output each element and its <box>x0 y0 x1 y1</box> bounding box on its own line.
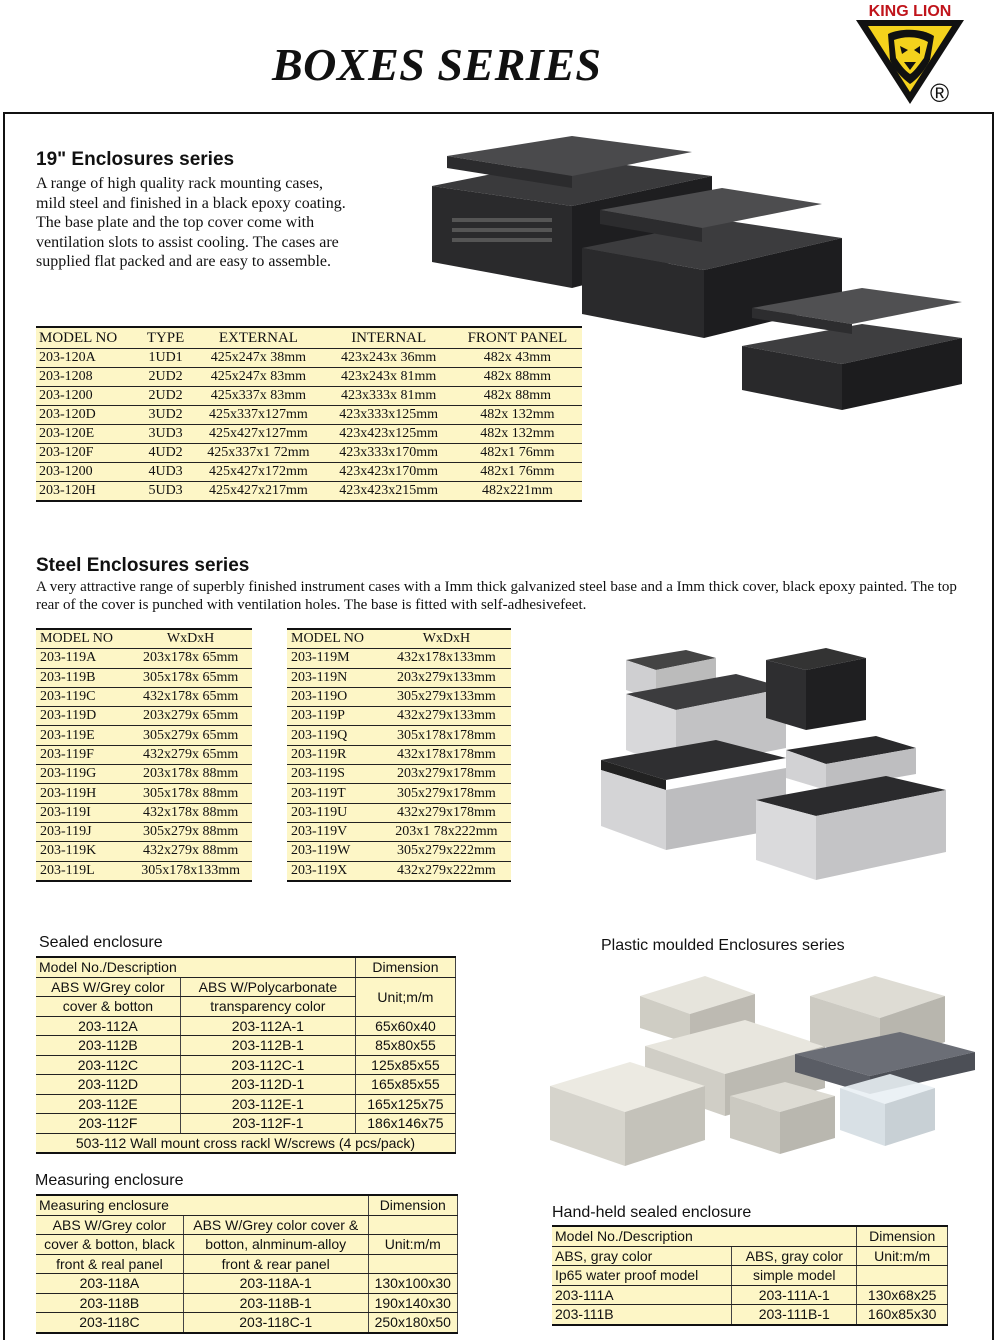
table-row <box>36 784 252 803</box>
table-row <box>36 1036 456 1056</box>
table-cell: 425x427x127mm <box>192 425 324 444</box>
table-row <box>36 707 252 726</box>
table-cell: 423x243x 81mm <box>325 368 453 387</box>
table-cell: 305x279x222mm <box>382 842 511 861</box>
table-cell: 203-119R <box>287 745 382 764</box>
table-cell: 186x146x75 <box>355 1114 455 1134</box>
column-header: Ip65 water proof model <box>552 1266 732 1286</box>
plastic-section-title: Plastic moulded Enclosures series <box>601 937 845 954</box>
table-row <box>36 444 582 463</box>
column-header: ABS W/Grey color <box>36 1215 183 1235</box>
table-cell: 5UD3 <box>139 482 192 502</box>
table-cell: 203-112D <box>36 1075 180 1095</box>
table-header-row <box>36 1235 458 1255</box>
table-cell: 203-119B <box>36 668 129 687</box>
table-cell: 425x337x127mm <box>192 406 324 425</box>
unit-label: Unit:m/m <box>857 1246 948 1266</box>
table-cell: 482x1 76mm <box>453 463 582 482</box>
table-cell: 203-119V <box>287 822 382 841</box>
rack-table <box>36 326 582 502</box>
table-cell: 203-1208 <box>36 368 139 387</box>
table-header-row <box>36 1195 458 1215</box>
measuring-table <box>36 1194 458 1334</box>
steel-enclosures-photo <box>596 640 956 890</box>
table-cell: 203x178x 88mm <box>129 765 252 784</box>
table-cell: 203-111A <box>552 1285 732 1305</box>
column-header: INTERNAL <box>325 327 453 349</box>
table-cell: 482x221mm <box>453 482 582 502</box>
table-cell: 203-119C <box>36 687 129 706</box>
table-cell: 203-112C-1 <box>180 1055 355 1075</box>
handheld-table <box>552 1225 948 1326</box>
header-dimension: Dimension <box>355 957 455 977</box>
table-row <box>287 822 511 841</box>
table-cell: 482x 88mm <box>453 368 582 387</box>
registered-mark: ® <box>930 78 950 108</box>
table-cell: 203-1200 <box>36 463 139 482</box>
table-row <box>36 482 582 502</box>
unit-label: Unit:m/m <box>368 1235 457 1255</box>
table-row <box>287 726 511 745</box>
unit-label: Unit;m/m <box>355 977 455 1016</box>
column-header: MODEL NO <box>287 629 382 649</box>
steel-description: A very attractive range of superbly finished instrument cases with a Imm thick galvanized steel base and a Imm thick cover, black epoxy painted. The top rear of the cover is punched with ventilation holes. The base is fitted with self-adhesivefeet. <box>36 579 957 613</box>
table-row <box>36 1313 458 1333</box>
table-cell: 203-111A-1 <box>732 1285 857 1305</box>
table-cell: 165x85x55 <box>355 1075 455 1095</box>
table-cell: 482x 88mm <box>453 387 582 406</box>
table-cell: 4UD2 <box>139 444 192 463</box>
table-cell: 203-118B <box>36 1293 183 1313</box>
table-row <box>287 649 511 668</box>
table-cell: 203-119W <box>287 842 382 861</box>
table-cell: 203-118C <box>36 1313 183 1333</box>
table-cell: 203-119P <box>287 707 382 726</box>
table-cell: 432x279x133mm <box>382 707 511 726</box>
table-row <box>36 745 252 764</box>
table-header-row <box>552 1266 948 1286</box>
table-row <box>36 803 252 822</box>
table-cell: 203x279x178mm <box>382 765 511 784</box>
header-description: Model No./Description <box>36 957 355 977</box>
table-cell: 203-112E <box>36 1094 180 1114</box>
table-cell: 203-112A <box>36 1016 180 1036</box>
table-cell: 130x68x25 <box>857 1285 948 1305</box>
table-header-row <box>36 1215 458 1235</box>
column-header: front & real panel <box>36 1254 183 1274</box>
table-row <box>36 668 252 687</box>
table-cell: 65x60x40 <box>355 1016 455 1036</box>
table-cell: 203-118B-1 <box>183 1293 368 1313</box>
table-row <box>36 463 582 482</box>
table-cell: 203-119A <box>36 649 129 668</box>
table-row <box>36 349 582 368</box>
table-cell: 425x247x 83mm <box>192 368 324 387</box>
table-cell: 423x423x125mm <box>325 425 453 444</box>
table-row <box>36 1293 458 1313</box>
table-cell: 203-119O <box>287 687 382 706</box>
table-cell: 305x279x 88mm <box>129 822 252 841</box>
steel-table-right <box>287 628 511 882</box>
table-row <box>552 1285 948 1305</box>
table-row <box>552 1305 948 1325</box>
table-header-row <box>36 957 456 977</box>
plastic-enclosures-photo <box>545 966 975 1166</box>
table-cell: 203x279x 65mm <box>129 707 252 726</box>
sealed-table <box>36 956 456 1154</box>
table-cell: 3UD2 <box>139 406 192 425</box>
measuring-section-title: Measuring enclosure <box>35 1172 184 1189</box>
table-cell: 432x178x 65mm <box>129 687 252 706</box>
table-cell: 203-112F <box>36 1114 180 1134</box>
table-cell: 482x 132mm <box>453 425 582 444</box>
table-cell: 203-119S <box>287 765 382 784</box>
column-header: WxDxH <box>382 629 511 649</box>
table-cell: 130x100x30 <box>368 1274 457 1294</box>
header-description: Model No./Description <box>552 1226 857 1246</box>
table-cell: 250x180x50 <box>368 1313 457 1333</box>
table-cell: 203-120E <box>36 425 139 444</box>
table-cell: 423x423x215mm <box>325 482 453 502</box>
page-title: BOXES SERIES <box>272 39 602 90</box>
table-cell: 190x140x30 <box>368 1293 457 1313</box>
table-row <box>36 765 252 784</box>
table-cell: 482x 132mm <box>453 406 582 425</box>
table-cell: 85x80x55 <box>355 1036 455 1056</box>
table-cell: 203-112F-1 <box>180 1114 355 1134</box>
table-cell: 203-119Q <box>287 726 382 745</box>
table-cell: 160x85x30 <box>857 1305 948 1325</box>
table-cell: 203x1 78x222mm <box>382 822 511 841</box>
table-row <box>287 803 511 822</box>
footer-note: 503-112 Wall mount cross rackl W/screws (4 pcs/pack) <box>36 1133 456 1153</box>
table-cell: 3UD3 <box>139 425 192 444</box>
table-cell: 203-120A <box>36 349 139 368</box>
table-cell: 425x427x217mm <box>192 482 324 502</box>
table-header-row <box>36 327 582 349</box>
table-cell: 432x279x178mm <box>382 803 511 822</box>
table-cell: 203-118A <box>36 1274 183 1294</box>
column-header: ABS, gray color <box>552 1246 732 1266</box>
table-row <box>36 1055 456 1075</box>
table-cell: 482x 43mm <box>453 349 582 368</box>
table-cell: 203-118C-1 <box>183 1313 368 1333</box>
table-row <box>36 726 252 745</box>
table-header-row <box>552 1226 948 1246</box>
table-row <box>287 842 511 861</box>
table-cell: 305x279x178mm <box>382 784 511 803</box>
table-cell: 203-118A-1 <box>183 1274 368 1294</box>
table-cell: 203-119K <box>36 842 129 861</box>
column-header: ABS W/Polycarbonate <box>180 977 355 997</box>
column-header: cover & botton, black <box>36 1235 183 1255</box>
column-header: simple model <box>732 1266 857 1286</box>
table-cell: 305x178x 88mm <box>129 784 252 803</box>
table-cell: 432x178x178mm <box>382 745 511 764</box>
table-cell: 423x333x 81mm <box>325 387 453 406</box>
table-cell: 203-119X <box>287 861 382 881</box>
table-row <box>36 1114 456 1134</box>
column-header: WxDxH <box>129 629 252 649</box>
table-row <box>36 368 582 387</box>
table-cell: 1UD1 <box>139 349 192 368</box>
table-row <box>36 1274 458 1294</box>
table-cell: 425x427x172mm <box>192 463 324 482</box>
column-header: botton, alnminum-alloy <box>183 1235 368 1255</box>
empty-cell <box>368 1215 457 1235</box>
header-dimension: Dimension <box>368 1195 457 1215</box>
table-row <box>287 765 511 784</box>
column-header: ABS W/Grey color <box>36 977 180 997</box>
table-header-row <box>36 1254 458 1274</box>
table-row <box>36 1094 456 1114</box>
table-cell: 203-119J <box>36 822 129 841</box>
table-cell: 203-119E <box>36 726 129 745</box>
table-cell: 432x279x222mm <box>382 861 511 881</box>
table-cell: 203-112C <box>36 1055 180 1075</box>
steel-section-title: Steel Enclosures series <box>36 555 250 576</box>
table-row <box>36 861 252 881</box>
table-cell: 203-119H <box>36 784 129 803</box>
column-header: front & rear panel <box>183 1254 368 1274</box>
table-row <box>36 1016 456 1036</box>
table-cell: 432x178x 88mm <box>129 803 252 822</box>
column-header: MODEL NO <box>36 629 129 649</box>
column-header: MODEL NO <box>36 327 139 349</box>
table-row <box>36 687 252 706</box>
table-header-row <box>36 977 456 997</box>
column-header: ABS W/Grey color cover & <box>183 1215 368 1235</box>
table-cell: 203-112B <box>36 1036 180 1056</box>
table-cell: 203-119L <box>36 861 129 881</box>
handheld-section-title: Hand-held sealed enclosure <box>552 1204 752 1221</box>
table-row <box>287 861 511 881</box>
table-header-row <box>287 629 511 649</box>
king-lion-logo <box>852 0 970 112</box>
table-cell: 203-112E-1 <box>180 1094 355 1114</box>
table-row <box>36 822 252 841</box>
table-cell: 203x178x 65mm <box>129 649 252 668</box>
table-cell: 203-112A-1 <box>180 1016 355 1036</box>
table-row <box>36 406 582 425</box>
table-cell: 425x247x 38mm <box>192 349 324 368</box>
empty-cell <box>857 1266 948 1286</box>
table-cell: 432x178x133mm <box>382 649 511 668</box>
column-header: ABS, gray color <box>732 1246 857 1266</box>
table-cell: 203-120H <box>36 482 139 502</box>
table-row <box>287 784 511 803</box>
table-cell: 203-119M <box>287 649 382 668</box>
table-cell: 305x279x133mm <box>382 687 511 706</box>
column-header: transparency color <box>180 997 355 1017</box>
table-footer-row <box>36 1133 456 1153</box>
table-cell: 203-119G <box>36 765 129 784</box>
table-cell: 203-111B-1 <box>732 1305 857 1325</box>
table-cell: 203-112D-1 <box>180 1075 355 1095</box>
table-cell: 203-119U <box>287 803 382 822</box>
table-cell: 425x337x1 72mm <box>192 444 324 463</box>
table-cell: 423x333x170mm <box>325 444 453 463</box>
table-cell: 305x178x178mm <box>382 726 511 745</box>
table-cell: 432x279x 88mm <box>129 842 252 861</box>
table-cell: 203-119T <box>287 784 382 803</box>
rack-description: A range of high quality rack mounting cases, mild steel and finished in a black epoxy coating. The base plate and the top cover come with ventilation slots to assist cooling. The cases are supplied flat packed and are easy to assemble. <box>36 175 346 270</box>
column-header: EXTERNAL <box>192 327 324 349</box>
table-cell: 203-112B-1 <box>180 1036 355 1056</box>
table-cell: 423x423x170mm <box>325 463 453 482</box>
table-cell: 125x85x55 <box>355 1055 455 1075</box>
steel-table-left <box>36 628 252 882</box>
table-row <box>36 425 582 444</box>
table-cell: 203-119N <box>287 668 382 687</box>
table-cell: 203-120F <box>36 444 139 463</box>
logo-text: KING LION <box>868 3 952 20</box>
column-header: FRONT PANEL <box>453 327 582 349</box>
table-row <box>36 842 252 861</box>
table-cell: 203-1200 <box>36 387 139 406</box>
table-cell: 432x279x 65mm <box>129 745 252 764</box>
table-cell: 482x1 76mm <box>453 444 582 463</box>
table-cell: 203-119I <box>36 803 129 822</box>
table-row <box>36 387 582 406</box>
table-row <box>287 668 511 687</box>
table-cell: 425x337x 83mm <box>192 387 324 406</box>
header-description: Measuring enclosure <box>36 1195 368 1215</box>
table-cell: 423x333x125mm <box>325 406 453 425</box>
column-header: TYPE <box>139 327 192 349</box>
table-row <box>287 707 511 726</box>
table-cell: 165x125x75 <box>355 1094 455 1114</box>
header-dimension: Dimension <box>857 1226 948 1246</box>
table-cell: 203x279x133mm <box>382 668 511 687</box>
table-header-row <box>552 1246 948 1266</box>
table-cell: 203-111B <box>552 1305 732 1325</box>
table-row <box>36 649 252 668</box>
table-cell: 2UD2 <box>139 387 192 406</box>
table-cell: 305x178x 65mm <box>129 668 252 687</box>
table-cell: 203-119D <box>36 707 129 726</box>
table-cell: 203-120D <box>36 406 139 425</box>
empty-cell <box>368 1254 457 1274</box>
table-cell: 2UD2 <box>139 368 192 387</box>
table-row <box>287 687 511 706</box>
rack-section-title: 19" Enclosures series <box>36 149 235 170</box>
table-row <box>287 745 511 764</box>
table-cell: 305x178x133mm <box>129 861 252 881</box>
table-header-row <box>36 629 252 649</box>
table-row <box>36 1075 456 1095</box>
table-cell: 423x243x 36mm <box>325 349 453 368</box>
sealed-section-title: Sealed enclosure <box>39 934 163 951</box>
table-cell: 203-119F <box>36 745 129 764</box>
column-header: cover & botton <box>36 997 180 1017</box>
table-cell: 4UD3 <box>139 463 192 482</box>
table-cell: 305x279x 65mm <box>129 726 252 745</box>
